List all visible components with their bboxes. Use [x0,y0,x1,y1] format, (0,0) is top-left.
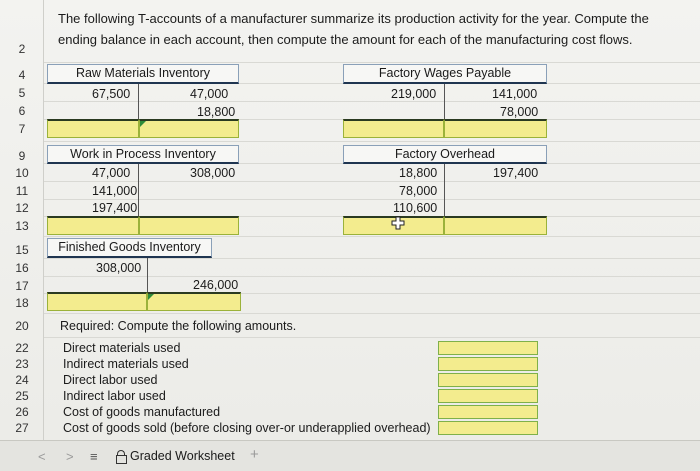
sheet-tab-bar [0,440,700,471]
finished-goods-debit-balance-input[interactable] [47,292,147,311]
cogm-answer-input[interactable] [438,405,538,419]
cell-cursor-icon [391,216,405,230]
cogs-answer-input[interactable] [438,421,538,435]
row-number: 4 [18,68,26,82]
row-number: 20 [15,319,29,333]
row-number: 16 [15,261,29,275]
required-item: Indirect materials used [63,357,189,371]
wip-credit: 308,000 [190,166,236,180]
row-number: 10 [15,166,29,180]
factory-wages-credit: 141,000 [492,87,538,101]
required-item: Direct labor used [63,373,158,387]
row-number: 27 [15,421,29,435]
indirect-labor-answer-input[interactable] [438,389,538,403]
indirect-materials-answer-input[interactable] [438,357,538,371]
factory-wages-credit: 78,000 [500,105,539,119]
finished-goods-credit: 246,000 [193,278,239,292]
prev-sheet-button[interactable]: < [38,449,46,464]
row-number: 13 [15,219,29,233]
finished-goods-debit: 308,000 [96,261,142,275]
row-number: 2 [18,42,26,56]
row-number: 18 [15,296,29,310]
wip-debit: 197,400 [92,201,138,215]
finished-goods-credit-balance-input[interactable] [147,292,241,311]
add-sheet-button[interactable]: + [250,446,259,463]
sheet-menu-icon[interactable]: ≡ [90,449,98,464]
overhead-credit-balance-input[interactable] [444,216,547,235]
raw-materials-credit: 18,800 [197,105,236,119]
factory-wages-debit-balance-input[interactable] [343,119,444,138]
wip-debit-balance-input[interactable] [47,216,139,235]
factory-wages-credit-balance-input[interactable] [444,119,547,138]
required-item: Cost of goods manufactured [63,405,221,419]
work-in-process-title: Work in Process Inventory [47,145,239,164]
required-heading: Required: Compute the following amounts. [60,319,297,333]
row-number: 25 [15,389,29,403]
lock-icon [116,450,126,462]
row-number: 9 [18,149,26,163]
required-item: Direct materials used [63,341,181,355]
overhead-debit: 78,000 [399,184,438,198]
row-number: 23 [15,357,29,371]
row-number: 22 [15,341,29,355]
factory-wages-debit: 219,000 [391,87,437,101]
wip-debit: 141,000 [92,184,138,198]
wip-debit: 47,000 [92,166,131,180]
tab-graded-worksheet[interactable] [112,445,241,467]
overhead-credit: 197,400 [493,166,539,180]
factory-overhead-title: Factory Overhead [343,145,547,164]
required-item: Indirect labor used [63,389,166,403]
tab-label: Graded Worksheet [130,449,235,463]
raw-materials-title: Raw Materials Inventory [47,64,239,84]
finished-goods-title: Finished Goods Inventory [47,238,212,258]
overhead-debit: 110,600 [393,201,438,215]
row-number: 15 [15,243,29,257]
direct-materials-answer-input[interactable] [438,341,538,355]
row-number: 26 [15,405,29,419]
overhead-debit: 18,800 [399,166,438,180]
raw-materials-credit: 47,000 [190,87,229,101]
raw-materials-debit-balance-input[interactable] [47,119,139,138]
direct-labor-answer-input[interactable] [438,373,538,387]
row-number: 11 [15,184,29,198]
instructions: The following T-accounts of a manufacturer summarize its production activity for the year. Compute the ending balance in each account, then compute the amount for each of the manufacturing cost flows. [58,11,649,47]
raw-materials-credit-balance-input[interactable] [139,119,239,138]
row-number: 6 [18,104,26,118]
wip-credit-balance-input[interactable] [139,216,239,235]
row-number: 7 [18,122,26,136]
next-sheet-button[interactable]: > [66,449,74,464]
row-number-column [0,0,44,440]
factory-wages-title: Factory Wages Payable [343,64,547,84]
raw-materials-debit: 67,500 [92,87,131,101]
row-number: 17 [15,279,29,293]
row-number: 12 [15,201,29,215]
row-number: 24 [15,373,29,387]
required-item: Cost of goods sold (before closing over-or underapplied overhead) [63,421,431,435]
row-number: 5 [18,86,26,100]
